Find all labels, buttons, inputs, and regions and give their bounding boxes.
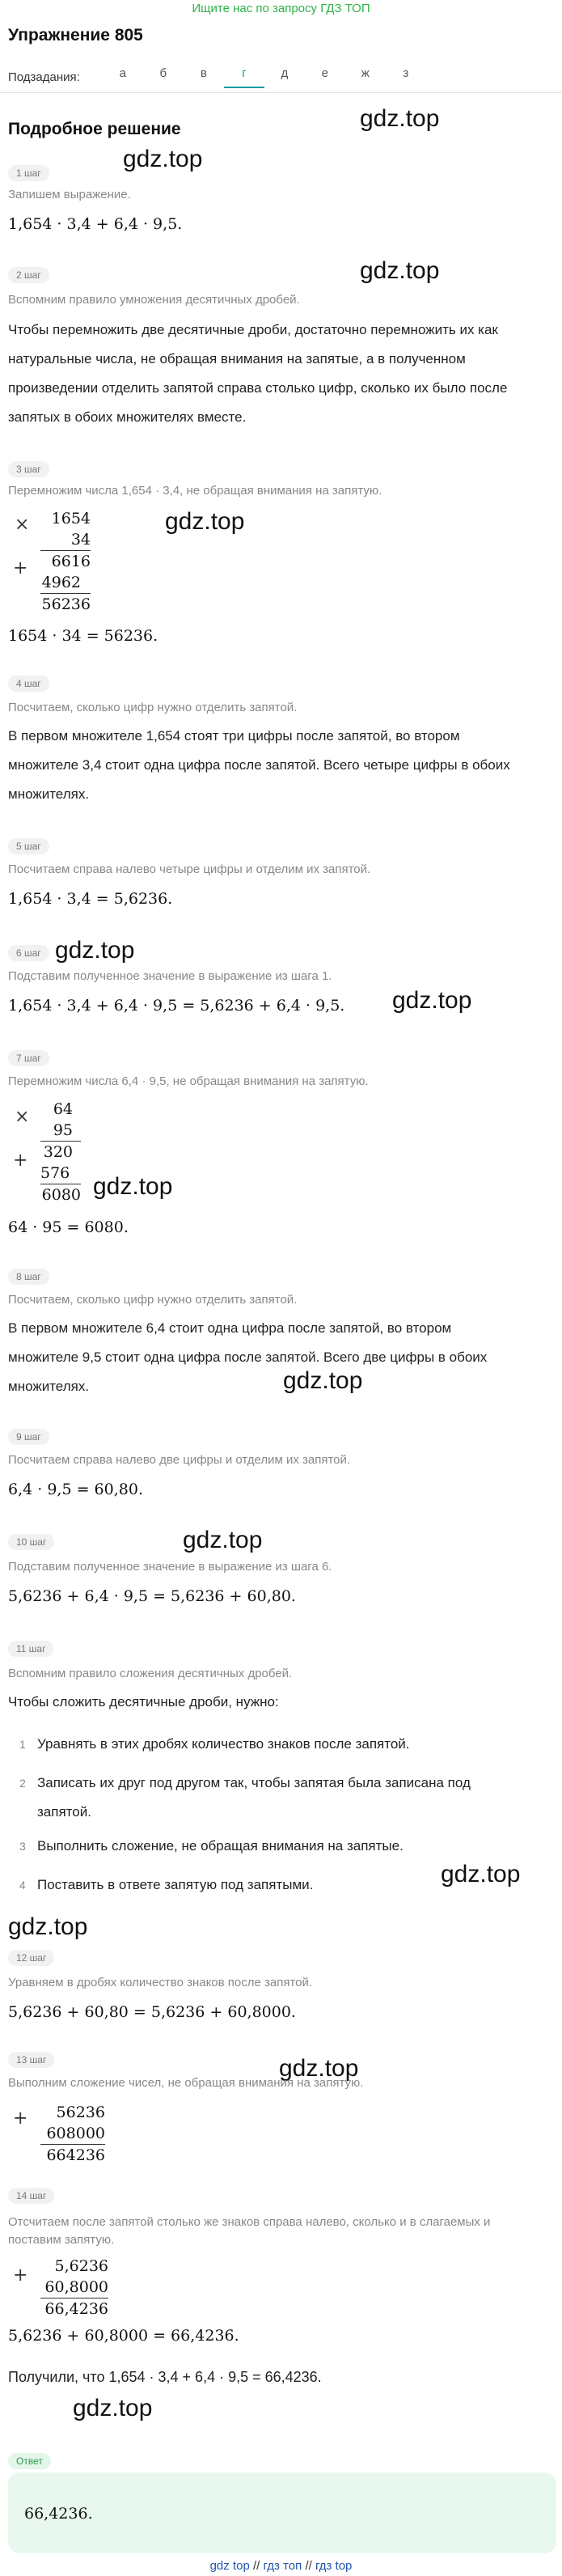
step-note: Посчитаем, сколько цифр нужно отделить запятой. bbox=[8, 701, 298, 714]
tab-g[interactable]: г bbox=[224, 66, 264, 88]
step-badge: 7 шаг bbox=[8, 1050, 49, 1066]
math-expression: 1,654 · 3,4 + 6,4 · 9,5. bbox=[8, 215, 183, 233]
step-badge: 5 шаг bbox=[8, 838, 49, 854]
subtasks-label: Подзадания: bbox=[8, 70, 80, 84]
step-badge: 3 шаг bbox=[8, 461, 49, 477]
step-note: Уравняем в дробях количество знаков после запятой. bbox=[8, 1976, 313, 1989]
watermark: gdz.top bbox=[392, 987, 472, 1014]
step-badge: 14 шаг bbox=[8, 2188, 54, 2204]
step-note: Выполним сложение чисел, не обращая внимания на запятую. bbox=[8, 2076, 364, 2090]
multiply-sign: × bbox=[15, 515, 30, 535]
math-result: 1654 · 34 = 56236. bbox=[8, 627, 158, 645]
plus-sign: + bbox=[13, 558, 28, 578]
step-badge: 13 шаг bbox=[8, 2052, 54, 2068]
watermark: gdz.top bbox=[360, 257, 440, 284]
step-badge: 11 шаг bbox=[8, 1641, 53, 1657]
list-item: Поставить в ответе запятую под запятыми. bbox=[37, 1877, 314, 1892]
step-note: Подставим полученное значение в выражение из шага 1. bbox=[8, 969, 332, 983]
step-badge: 10 шаг bbox=[8, 1534, 54, 1550]
watermark: gdz.top bbox=[441, 1861, 521, 1888]
column-multiplication: 1654 34 6616 4962 56236 bbox=[41, 510, 91, 613]
list-number: 1 bbox=[19, 1738, 26, 1751]
watermark: gdz.top bbox=[73, 2395, 153, 2421]
watermark: gdz.top bbox=[165, 508, 245, 535]
step-note: Посчитаем справа налево две цифры и отделим их запятой. bbox=[8, 1453, 351, 1467]
top-search-link[interactable]: Ищите нас по запросу ГДЗ ТОП bbox=[192, 2, 370, 15]
plus-sign: + bbox=[13, 2265, 28, 2286]
column-addition: 56236 608000 664236 bbox=[40, 2102, 105, 2166]
tab-e[interactable]: е bbox=[321, 66, 328, 80]
tab-a[interactable]: а bbox=[119, 66, 126, 80]
step-badge: 4 шаг bbox=[8, 676, 49, 692]
footer-separator: // bbox=[305, 2559, 312, 2573]
step-note: Отсчитаем после запятой столько же знаков справа налево, сколько и в слагаемых и поставим запятую. bbox=[8, 2215, 491, 2247]
watermark: gdz.top bbox=[8, 1913, 88, 1940]
rule-text: В первом множителе 6,4 стоит одна цифра после запятой, во втором множителе 9,5 стоит одна цифра после запятой. Всего две цифры в обоих множителях. bbox=[8, 1320, 488, 1394]
solution-heading: Подробное решение bbox=[8, 120, 181, 138]
math-expression: 1,654 · 3,4 + 6,4 · 9,5 = 5,6236 + 6,4 · 9,5. bbox=[8, 997, 345, 1015]
answer-value: 66,4236. bbox=[24, 2505, 93, 2523]
tab-zh[interactable]: ж bbox=[361, 66, 370, 80]
watermark: gdz.top bbox=[283, 1367, 363, 1394]
step-note: Вспомним правило сложения десятичных дробей. bbox=[8, 1667, 293, 1680]
watermark: gdz.top bbox=[183, 1527, 263, 1553]
tab-d[interactable]: д bbox=[281, 66, 289, 80]
tab-z[interactable]: з bbox=[403, 66, 409, 80]
math-expression: 5,6236 + 60,8000 = 66,4236. bbox=[8, 2327, 239, 2345]
watermark: gdz.top bbox=[93, 1173, 173, 1200]
footer-separator: // bbox=[252, 2559, 260, 2573]
tab-b[interactable]: б bbox=[159, 66, 167, 80]
footer-links bbox=[0, 2559, 562, 2573]
list-item: Выполнить сложение, не обращая внимания на запятые. bbox=[37, 1838, 404, 1854]
math-result: 64 · 95 = 6080. bbox=[8, 1218, 129, 1236]
watermark: gdz.top bbox=[279, 2055, 359, 2082]
step-badge: 12 шаг bbox=[8, 1950, 54, 1966]
multiply-sign: × bbox=[15, 1107, 30, 1127]
page-title: Упражнение 805 bbox=[8, 26, 143, 44]
step-note: Посчитаем справа налево четыре цифры и отделим их запятой. bbox=[8, 862, 371, 876]
step-badge: 1 шаг bbox=[8, 165, 49, 181]
step-badge: 9 шаг bbox=[8, 1429, 49, 1445]
step-badge: 6 шаг bbox=[8, 945, 49, 961]
footer-link[interactable]: gdz top bbox=[209, 2559, 250, 2573]
divider bbox=[0, 92, 562, 93]
watermark: gdz.top bbox=[123, 146, 203, 172]
step-note: Запишем выражение. bbox=[8, 188, 131, 201]
step-badge: 8 шаг bbox=[8, 1269, 49, 1285]
list-number: 3 bbox=[19, 1840, 26, 1853]
watermark: gdz.top bbox=[55, 937, 135, 964]
tab-v[interactable]: в bbox=[200, 66, 207, 80]
math-expression: 6,4 · 9,5 = 60,80. bbox=[8, 1481, 143, 1498]
answer-badge: Ответ bbox=[8, 2453, 51, 2469]
step-note: Посчитаем, сколько цифр нужно отделить запятой. bbox=[8, 1293, 298, 1307]
step-note: Перемножим числа 1,654 · 3,4, не обращая внимания на запятую. bbox=[8, 484, 382, 498]
list-item: Записать их друг под другом так, чтобы запятая была записана под запятой. bbox=[37, 1775, 471, 1820]
list-number: 4 bbox=[19, 1879, 26, 1892]
rule-intro: Чтобы сложить десятичные дроби, нужно: bbox=[8, 1694, 279, 1710]
footer-link[interactable]: гдз top bbox=[315, 2559, 353, 2573]
list-number: 2 bbox=[19, 1777, 26, 1790]
math-expression: 5,6236 + 60,80 = 5,6236 + 60,8000. bbox=[8, 2003, 296, 2021]
column-multiplication: 64 95 320 576 6080 bbox=[40, 1100, 81, 1204]
subtasks-bar bbox=[8, 66, 426, 88]
plus-sign: + bbox=[13, 2108, 28, 2129]
conclusion-text: Получили, что 1,654 · 3,4 + 6,4 · 9,5 = 66,4236. bbox=[8, 2369, 322, 2385]
column-addition: 5,6236 60,8000 66,4236 bbox=[40, 2256, 108, 2320]
list-item: Уравнять в этих дробях количество знаков после запятой. bbox=[37, 1736, 410, 1752]
step-badge: 2 шаг bbox=[8, 267, 49, 283]
step-note: Перемножим числа 6,4 · 9,5, не обращая внимания на запятую. bbox=[8, 1074, 369, 1088]
step-note: Подставим полученное значение в выражение из шага 6. bbox=[8, 1560, 332, 1574]
step-note: Вспомним правило умножения десятичных дробей. bbox=[8, 293, 300, 307]
math-expression: 1,654 · 3,4 = 5,6236. bbox=[8, 890, 173, 908]
rule-text: Чтобы перемножить две десятичные дроби, достаточно перемножить их как натуральные числа, не обращая внимания на запятые, а в полученном произведении отделить запятой справа столько цифр, сколько их было после запятых в обоих множителях вместе. bbox=[8, 322, 508, 425]
footer-link[interactable]: гдз топ bbox=[263, 2559, 302, 2573]
watermark: gdz.top bbox=[360, 105, 440, 132]
rule-text: В первом множителе 1,654 стоят три цифры после запятой, во втором множителе 3,4 стоит одна цифра после запятой. Всего четыре цифры в обоих множителях. bbox=[8, 728, 510, 802]
plus-sign: + bbox=[13, 1150, 28, 1171]
math-expression: 5,6236 + 6,4 · 9,5 = 5,6236 + 60,80. bbox=[8, 1587, 296, 1605]
